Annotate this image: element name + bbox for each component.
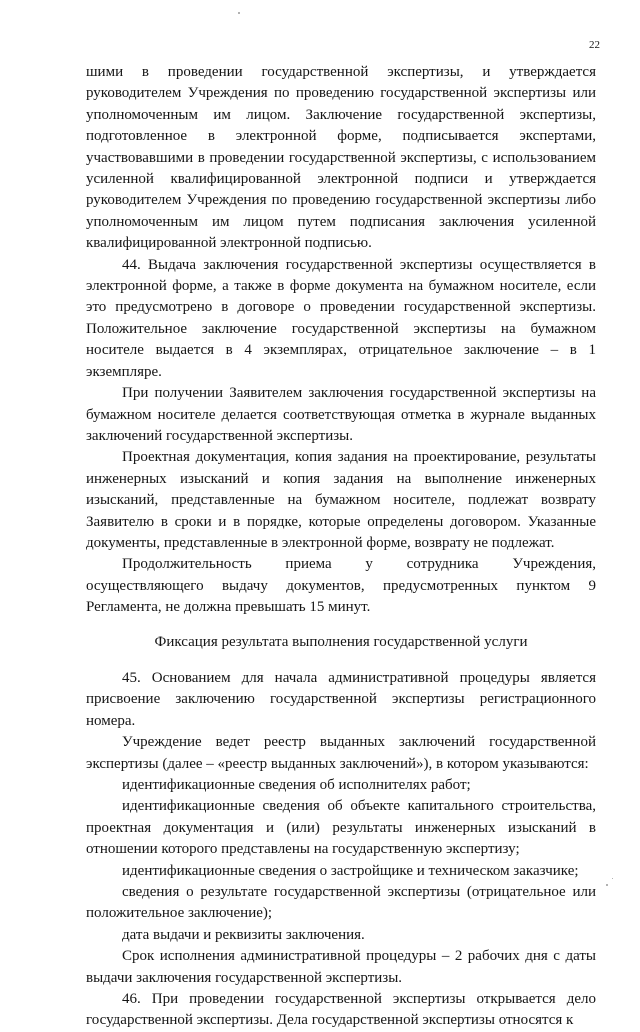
paragraph-45: 45. Основанием для начала административной процедуры является присвоение заключению государственной экспертизы регистрационного номера. bbox=[86, 669, 596, 729]
section-heading: Фиксация результата выполнения государственной услуги bbox=[154, 633, 528, 650]
paragraph-journal-mark: При получении Заявителем заключения государственной экспертизы на бумажном носителе делается соответствующая отметка в журнале выданных заключений государственной экспертизы. bbox=[86, 385, 596, 444]
scan-speck bbox=[612, 878, 613, 879]
list-item-developer: идентификационные сведения о застройщике и техническом заказчике; bbox=[122, 862, 579, 879]
scan-speck bbox=[606, 884, 608, 886]
paragraph-registry: Учреждение ведет реестр выданных заключений государственной экспертизы (далее – «реестр выданных заключений»), в котором указываются: bbox=[86, 734, 596, 772]
paragraph-44: 44. Выдача заключения государственной экспертизы осуществляется в электронной форме, а также в форме документа на бумажном носителе, если это предусмотрено в договоре о проведении государственной экспертизы. Положительное заключение государственной экспертизы на бумажном носителе выдается в 4 экземплярах, отрицательное заключение – в 1 экземпляре. bbox=[86, 256, 596, 380]
list-item-result: сведения о результате государственной экспертизы (отрицательное или положительное заключение); bbox=[86, 884, 596, 922]
paragraph-reception-duration: Продолжительность приема у сотрудника Учреждения, осуществляющего выдачу документов, предусмотренных пунктом 9 Регламента, не должна превышать 15 минут. bbox=[86, 556, 596, 616]
list-item-contractors: идентификационные сведения об исполнителях работ; bbox=[122, 777, 471, 793]
paragraph-continuation: шими в проведении государственной экспертизы, и утверждается руководителем Учреждения по проведению государственной экспертизы или уполномоченным им лицом. Заключение государственной экспертизы, подготовленное в электронной форме, подписывается экспертами, участвовавшими в проведении государственной экспертизы, с использованием усиленной квалифицированной электронной подписи и утверждается руководителем Учреждения по проведению государственной экспертизы либо уполномоченным им лицом путем подписания заключения усиленной квалифицированной электронной подписью. bbox=[86, 64, 596, 252]
paragraph-46: 46. При проведении государственной экспертизы открывается дело государственной экспертизы. Дела государственной экспертизы относятся к bbox=[86, 991, 596, 1029]
paragraph-procedure-term: Срок исполнения административной процедуры – 2 рабочих дня с даты выдачи заключения государственной экспертизы. bbox=[86, 948, 596, 986]
list-item-issue-date: дата выдачи и реквизиты заключения. bbox=[122, 926, 365, 943]
page-number: 22 bbox=[589, 39, 600, 51]
paragraph-document-return: Проектная документация, копия задания на проектирование, результаты инженерных изысканий и копия задания на выполнение инженерных изысканий, представленные на бумажном носителе, подлежат возврату Заявителю в сроки и в порядке, которые определены договором. Указанные документы, представленные в электронной форме, возврату не подлежат. bbox=[86, 449, 596, 551]
scan-speck bbox=[238, 12, 240, 14]
document-body bbox=[86, 62, 596, 1032]
list-item-object-info: идентификационные сведения об объекте капитального строительства, проектная документация и (или) результаты инженерных изысканий в отношении которого представлены на государственную экспертизу; bbox=[86, 798, 596, 858]
